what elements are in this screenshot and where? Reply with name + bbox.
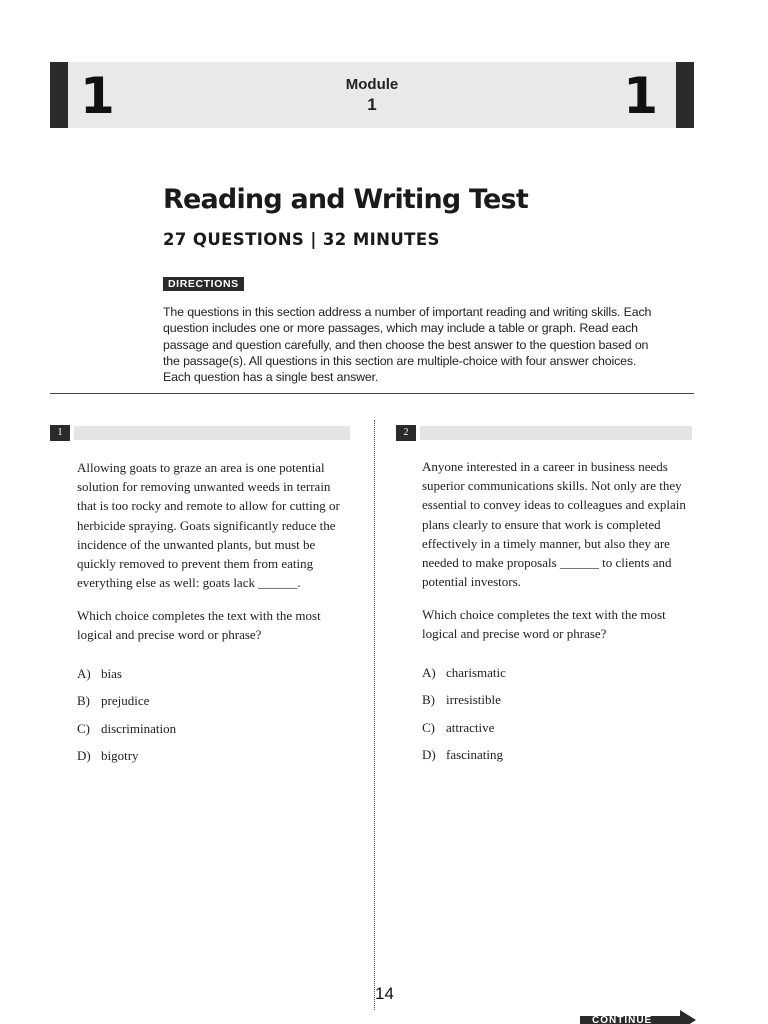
choice-letter: B) — [422, 692, 435, 708]
module-header — [50, 62, 694, 128]
directions-badge: DIRECTIONS — [163, 277, 244, 291]
choice-letter: A) — [422, 665, 436, 680]
answer-choice-b[interactable] — [422, 692, 696, 719]
choice-letter: A) — [77, 666, 91, 681]
directions-text: The questions in this section address a number of important reading and writing skills. Each question includes one or more passages, which may include a table or graph. Read each passage and question carefully, and then choose the best answer to the question based on the passage(s). All questions in this section are multiple-choice with four answer choices. Each question has a single best answer. — [163, 305, 652, 385]
answer-choice-b[interactable] — [77, 693, 349, 720]
answer-choice-c[interactable] — [77, 721, 349, 748]
question-header-bar — [420, 426, 692, 440]
test-title: Reading and Writing Test — [163, 184, 528, 215]
choice-letter: D) — [422, 746, 436, 762]
choice-text: charismatic — [446, 665, 506, 680]
column-divider — [374, 420, 375, 1010]
question-1-choices — [77, 666, 349, 775]
test-subtitle: 27 QUESTIONS | 32 MINUTES — [163, 230, 440, 249]
choice-text: fascinating — [446, 746, 504, 762]
arrow-right-icon — [680, 1010, 696, 1024]
choice-letter: D) — [77, 747, 91, 763]
choice-text: bias — [101, 666, 122, 681]
answer-choice-a[interactable] — [77, 666, 349, 693]
answer-choice-a[interactable] — [422, 665, 696, 692]
choice-text: bigotry — [101, 747, 139, 763]
module-label: Module — [345, 76, 399, 93]
choice-text: irresistible — [446, 692, 501, 708]
answer-choice-c[interactable] — [422, 720, 696, 747]
section-divider — [50, 393, 694, 394]
module-label-block — [50, 76, 694, 116]
answer-choice-d[interactable] — [422, 747, 696, 774]
module-number-left: 1 — [80, 67, 115, 125]
continue-label: CONTINUE — [592, 1015, 653, 1024]
module-edge-right — [676, 62, 694, 128]
choice-text: prejudice — [101, 693, 150, 709]
question-2-choices — [422, 665, 696, 774]
question-header-1 — [50, 425, 350, 441]
continue-button[interactable] — [580, 1010, 700, 1024]
choice-letter: C) — [422, 719, 435, 735]
question-header-2 — [396, 425, 692, 441]
page-number: 14 — [375, 984, 394, 1003]
question-number-badge: 1 — [50, 425, 70, 441]
question-2-passage: Anyone interested in a career in business needs superior communications skills. Not only are they essential to convey ideas to colleagues and explain plans clearly to ensure that work is completed effectively in a timely manner, but also they are needed to make proposals ______ to clients and potential investors. — [422, 459, 686, 590]
choice-letter: B) — [77, 693, 90, 709]
choice-text: attractive — [446, 719, 495, 735]
question-number-badge: 2 — [396, 425, 416, 441]
choice-letter: C) — [77, 720, 90, 736]
choice-text: discrimination — [101, 720, 177, 736]
question-1-passage: Allowing goats to graze an area is one potential solution for removing unwanted weeds in terrain that is too rocky and remote to allow for cutting or herbicide spraying. Goats significantly reduce the incidence of the unwanted plants, but must be quickly removed to prevent them from eating everything else as well: goats lack ______. — [77, 460, 340, 591]
answer-choice-d[interactable] — [77, 748, 349, 775]
question-1-prompt: Which choice completes the text with the most logical and precise word or phrase? — [77, 608, 321, 643]
module-number-center: 1 — [367, 95, 377, 114]
module-number-right: 1 — [623, 67, 658, 125]
question-header-bar — [74, 426, 350, 440]
question-2-prompt: Which choice completes the text with the most logical and precise word or phrase? — [422, 607, 666, 642]
